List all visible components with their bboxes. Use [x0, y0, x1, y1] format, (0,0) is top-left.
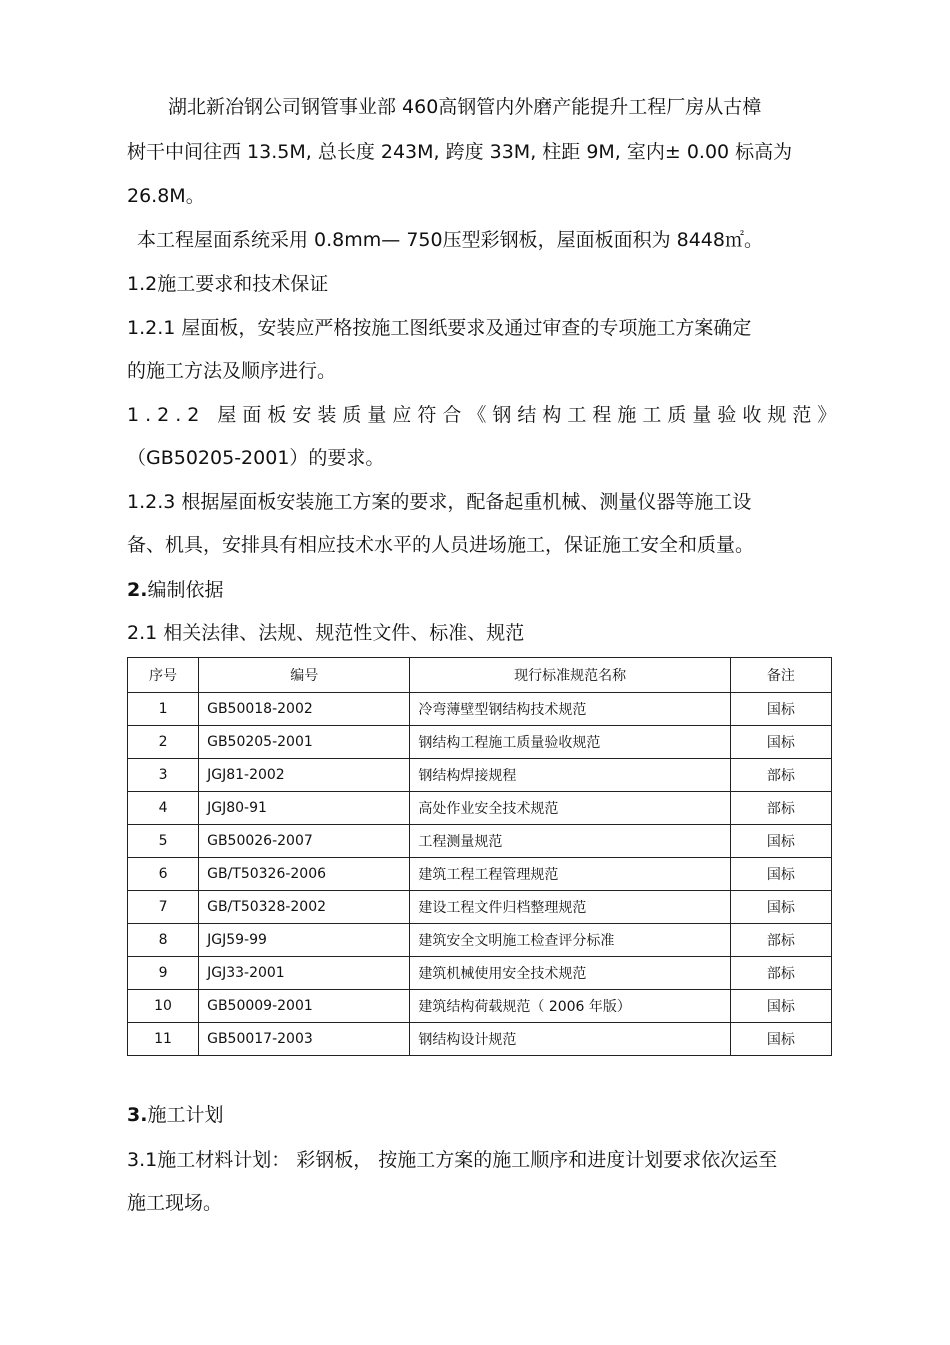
cell-name: 冷弯薄壁型钢结构技术规范	[410, 693, 730, 726]
section-3-title: 施工计划	[147, 1104, 224, 1126]
cell-code: JGJ33-2001	[199, 957, 410, 990]
standards-table	[127, 657, 832, 1056]
item-1-2-1-line-1: 1.2.1 屋面板，安装应严格按施工图纸要求及通过审查的专项施工方案确定	[127, 317, 752, 339]
table-body	[128, 693, 832, 1056]
section-2-number: 2.	[127, 579, 148, 601]
cell-code: GB50017-2003	[199, 1023, 410, 1056]
table-row	[128, 1023, 832, 1056]
table-row	[128, 825, 832, 858]
cell-name: 建筑工程工程管理规范	[410, 858, 730, 891]
table-row	[128, 891, 832, 924]
intro-line-2: 树干中间往西 13.5M, 总长度 243M, 跨度 33M, 柱距 9M, 室内± 0.00 标高为	[127, 141, 793, 163]
cell-note: 国标	[730, 990, 831, 1023]
cell-note: 部标	[730, 792, 831, 825]
header-no: 序号	[128, 658, 199, 693]
table-row	[128, 957, 832, 990]
cell-no: 11	[128, 1023, 199, 1056]
cell-code: GB/T50328-2002	[199, 891, 410, 924]
cell-name: 钢结构焊接规程	[410, 759, 730, 792]
table-row	[128, 990, 832, 1023]
section-3-number: 3.	[127, 1104, 148, 1126]
section-3-1-line-2: 施工现场。	[127, 1192, 223, 1214]
cell-code: JGJ80-91	[199, 792, 410, 825]
cell-no: 3	[128, 759, 199, 792]
cell-name: 工程测量规范	[410, 825, 730, 858]
cell-code: GB50009-2001	[199, 990, 410, 1023]
cell-no: 1	[128, 693, 199, 726]
table-row	[128, 759, 832, 792]
cell-no: 10	[128, 990, 199, 1023]
table-header-row	[128, 658, 832, 693]
table-row	[128, 726, 832, 759]
section-3-1-line-1: 3.1施工材料计划： 彩钢板， 按施工方案的施工顺序和进度计划要求依次运至	[127, 1149, 778, 1171]
cell-no: 4	[128, 792, 199, 825]
section-2-title: 编制依据	[147, 579, 224, 601]
cell-note: 部标	[730, 924, 831, 957]
table-row	[128, 693, 832, 726]
intro-line-1: 湖北新冶钢公司钢管事业部 460高钢管内外磨产能提升工程厂房从古樟	[168, 96, 762, 118]
item-1-2-2-line-1: 1.2.2 屋面板安装质量应符合《钢结构工程施工质量验收规范》	[127, 404, 843, 426]
intro-line-3: 26.8M。	[127, 185, 205, 207]
cell-no: 8	[128, 924, 199, 957]
cell-name: 建筑结构荷载规范（ 2006 年版）	[410, 990, 730, 1023]
table-row	[128, 924, 832, 957]
cell-note: 国标	[730, 1023, 831, 1056]
cell-no: 6	[128, 858, 199, 891]
item-1-2-1-line-2: 的施工方法及顺序进行。	[127, 360, 337, 382]
cell-no: 9	[128, 957, 199, 990]
cell-name: 建筑安全文明施工检查评分标准	[410, 924, 730, 957]
cell-note: 国标	[730, 891, 831, 924]
cell-code: GB50018-2002	[199, 693, 410, 726]
header-name: 现行标准规范名称	[410, 658, 730, 693]
section-2-1-heading: 2.1 相关法律、法规、规范性文件、标准、规范	[127, 622, 525, 644]
cell-note: 国标	[730, 825, 831, 858]
cell-no: 2	[128, 726, 199, 759]
cell-note: 国标	[730, 693, 831, 726]
section-2-heading	[127, 578, 223, 602]
cell-name: 建设工程文件归档整理规范	[410, 891, 730, 924]
cell-name: 钢结构设计规范	[410, 1023, 730, 1056]
item-1-2-3-line-2: 备、机具，安排具有相应技术水平的人员进场施工，保证施工安全和质量。	[127, 534, 755, 556]
cell-note: 部标	[730, 957, 831, 990]
cell-note: 国标	[730, 858, 831, 891]
cell-note: 国标	[730, 726, 831, 759]
cell-code: JGJ59-99	[199, 924, 410, 957]
cell-code: GB/T50326-2006	[199, 858, 410, 891]
cell-code: JGJ81-2002	[199, 759, 410, 792]
header-note: 备注	[730, 658, 831, 693]
item-1-2-2-line-2: （GB50205-2001）的要求。	[127, 447, 385, 469]
cell-note: 部标	[730, 759, 831, 792]
section-1-2-heading: 1.2施工要求和技术保证	[127, 273, 329, 295]
cell-name: 建筑机械使用安全技术规范	[410, 957, 730, 990]
cell-no: 7	[128, 891, 199, 924]
header-code: 编号	[199, 658, 410, 693]
cell-code: GB50026-2007	[199, 825, 410, 858]
item-1-2-3-line-1: 1.2.3 根据屋面板安装施工方案的要求，配备起重机械、测量仪器等施工设	[127, 491, 752, 513]
cell-name: 高处作业安全技术规范	[410, 792, 730, 825]
cell-no: 5	[128, 825, 199, 858]
cell-code: GB50205-2001	[199, 726, 410, 759]
section-3-heading	[127, 1103, 223, 1127]
cell-name: 钢结构工程施工质量验收规范	[410, 726, 730, 759]
table-row	[128, 858, 832, 891]
table-row	[128, 792, 832, 825]
intro-line-4: 本工程屋面系统采用 0.8mm— 750压型彩钢板，屋面板面积为 8448㎡。	[137, 229, 763, 251]
